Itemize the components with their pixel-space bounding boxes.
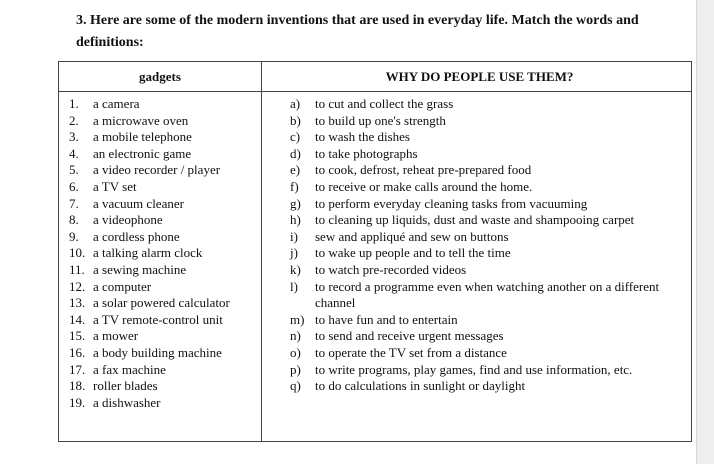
gadget-marker: 7. bbox=[69, 195, 79, 211]
gadget-item bbox=[59, 129, 261, 146]
gadget-marker: 11. bbox=[69, 261, 85, 277]
definition-marker: p) bbox=[290, 361, 301, 377]
gadget-item bbox=[59, 395, 261, 412]
gadget-text: a mower bbox=[93, 328, 139, 344]
definition-marker: a) bbox=[290, 96, 301, 111]
gadget-text: a camera bbox=[93, 96, 140, 111]
gadget-item bbox=[59, 245, 261, 262]
gadget-text: roller blades bbox=[93, 378, 158, 394]
definition-marker: h) bbox=[290, 212, 301, 228]
gadget-text: a TV remote-control unit bbox=[93, 311, 223, 327]
definition-text: to send and receive urgent messages bbox=[315, 328, 504, 344]
definition-text: to have fun and to entertain bbox=[315, 311, 458, 327]
gadget-text: a computer bbox=[93, 278, 152, 294]
gadget-marker: 13. bbox=[69, 295, 86, 311]
gadget-marker: 1. bbox=[69, 96, 79, 111]
gadget-text: a videophone bbox=[93, 212, 163, 228]
gadget-text: a fax machine bbox=[93, 361, 166, 377]
gadget-item bbox=[59, 96, 261, 113]
definition-marker: o) bbox=[290, 344, 301, 360]
definition-marker: n) bbox=[290, 328, 301, 344]
gadget-item bbox=[59, 179, 261, 196]
definition-marker: k) bbox=[290, 261, 301, 277]
definition-text: to write programs, play games, find and use information, etc. bbox=[315, 361, 633, 377]
definition-item bbox=[262, 196, 691, 213]
definitions-list bbox=[262, 92, 691, 395]
gadget-text: a solar powered calculator bbox=[93, 295, 230, 311]
gadgets-cell bbox=[59, 92, 262, 442]
definition-marker: f) bbox=[290, 178, 299, 194]
definition-text: to perform everyday cleaning tasks from vacuuming bbox=[315, 195, 588, 211]
exercise-heading: 3. Here are some of the modern inventions that are used in everyday life. Match the words and definitions: bbox=[76, 13, 639, 50]
definition-text: to cut and collect the grass bbox=[315, 96, 454, 111]
gadget-item bbox=[59, 262, 261, 279]
gadget-item bbox=[59, 378, 261, 395]
definition-item bbox=[262, 279, 691, 312]
definition-marker: c) bbox=[290, 129, 301, 145]
window-right-edge bbox=[696, 0, 714, 464]
definition-marker: m) bbox=[290, 311, 305, 327]
definition-item bbox=[262, 345, 691, 362]
gadget-text: a microwave oven bbox=[93, 112, 189, 128]
gadget-marker: 14. bbox=[69, 311, 86, 327]
header-why: WHY DO PEOPLE USE THEM? bbox=[262, 62, 692, 92]
gadget-item bbox=[59, 162, 261, 179]
definition-marker: b) bbox=[290, 112, 301, 128]
definition-item bbox=[262, 328, 691, 345]
gadget-item bbox=[59, 362, 261, 379]
matching-table bbox=[58, 61, 692, 442]
gadget-marker: 4. bbox=[69, 145, 79, 161]
gadget-marker: 6. bbox=[69, 178, 79, 194]
definition-item bbox=[262, 96, 691, 113]
gadget-text: a TV set bbox=[93, 178, 137, 194]
gadget-text: an electronic game bbox=[93, 145, 192, 161]
definition-item bbox=[262, 129, 691, 146]
gadget-marker: 12. bbox=[69, 278, 86, 294]
definition-text: to do calculations in sunlight or daylight bbox=[315, 378, 526, 394]
definition-marker: j) bbox=[290, 245, 298, 261]
gadget-text: a body building machine bbox=[93, 344, 222, 360]
gadget-item bbox=[59, 345, 261, 362]
gadgets-list bbox=[59, 92, 261, 411]
gadget-item bbox=[59, 212, 261, 229]
definition-item bbox=[262, 113, 691, 130]
definition-marker: q) bbox=[290, 378, 301, 394]
gadget-marker: 16. bbox=[69, 344, 86, 360]
gadget-marker: 5. bbox=[69, 162, 79, 178]
definition-text: to wake up people and to tell the time bbox=[315, 245, 511, 261]
gadget-text: a vacuum cleaner bbox=[93, 195, 184, 211]
definition-item bbox=[262, 245, 691, 262]
gadget-item bbox=[59, 146, 261, 163]
definition-text: to cook, defrost, reheat pre-prepared food bbox=[315, 162, 532, 178]
gadget-item bbox=[59, 295, 261, 312]
definition-item bbox=[262, 378, 691, 395]
gadget-marker: 17. bbox=[69, 361, 86, 377]
definition-text: to wash the dishes bbox=[315, 129, 410, 145]
gadget-marker: 2. bbox=[69, 112, 79, 128]
gadget-text: a talking alarm clock bbox=[93, 245, 203, 261]
gadget-marker: 15. bbox=[69, 328, 86, 344]
definition-text: to record a programme even when watching another on a different channel bbox=[315, 278, 660, 311]
definition-text: to take photographs bbox=[315, 145, 418, 161]
definition-item bbox=[262, 229, 691, 246]
gadget-marker: 19. bbox=[69, 394, 86, 410]
definition-marker: d) bbox=[290, 145, 301, 161]
gadget-text: a dishwasher bbox=[93, 394, 161, 410]
definition-text: to receive or make calls around the home. bbox=[315, 178, 533, 194]
definition-text: to watch pre-recorded videos bbox=[315, 261, 467, 277]
definitions-cell bbox=[262, 92, 692, 442]
gadget-marker: 9. bbox=[69, 228, 79, 244]
definition-marker: e) bbox=[290, 162, 301, 178]
gadget-marker: 10. bbox=[69, 245, 86, 261]
definition-item bbox=[262, 362, 691, 379]
definition-item bbox=[262, 162, 691, 179]
gadget-text: a cordless phone bbox=[93, 228, 180, 244]
definition-item bbox=[262, 179, 691, 196]
gadget-item bbox=[59, 328, 261, 345]
definition-text: to build up one's strength bbox=[315, 112, 446, 128]
header-gadgets: gadgets bbox=[59, 62, 262, 92]
definition-item bbox=[262, 312, 691, 329]
definition-item bbox=[262, 212, 691, 229]
definition-text: to operate the TV set from a distance bbox=[315, 344, 507, 360]
gadget-item bbox=[59, 229, 261, 246]
definition-marker: g) bbox=[290, 195, 301, 211]
definition-text: to cleaning up liquids, dust and waste and shampooing carpet bbox=[315, 212, 635, 228]
definition-marker: l) bbox=[290, 278, 298, 294]
gadget-marker: 18. bbox=[69, 378, 86, 394]
gadget-item bbox=[59, 312, 261, 329]
definition-marker: i) bbox=[290, 228, 298, 244]
gadget-marker: 3. bbox=[69, 129, 79, 145]
gadget-item bbox=[59, 113, 261, 130]
gadget-item bbox=[59, 279, 261, 296]
gadget-item bbox=[59, 196, 261, 213]
definition-text: sew and appliqué and sew on buttons bbox=[315, 228, 509, 244]
gadget-text: a mobile telephone bbox=[93, 129, 192, 145]
gadget-text: a sewing machine bbox=[93, 261, 187, 277]
gadget-marker: 8. bbox=[69, 212, 79, 228]
definition-item bbox=[262, 146, 691, 163]
definition-item bbox=[262, 262, 691, 279]
gadget-text: a video recorder / player bbox=[93, 162, 221, 178]
